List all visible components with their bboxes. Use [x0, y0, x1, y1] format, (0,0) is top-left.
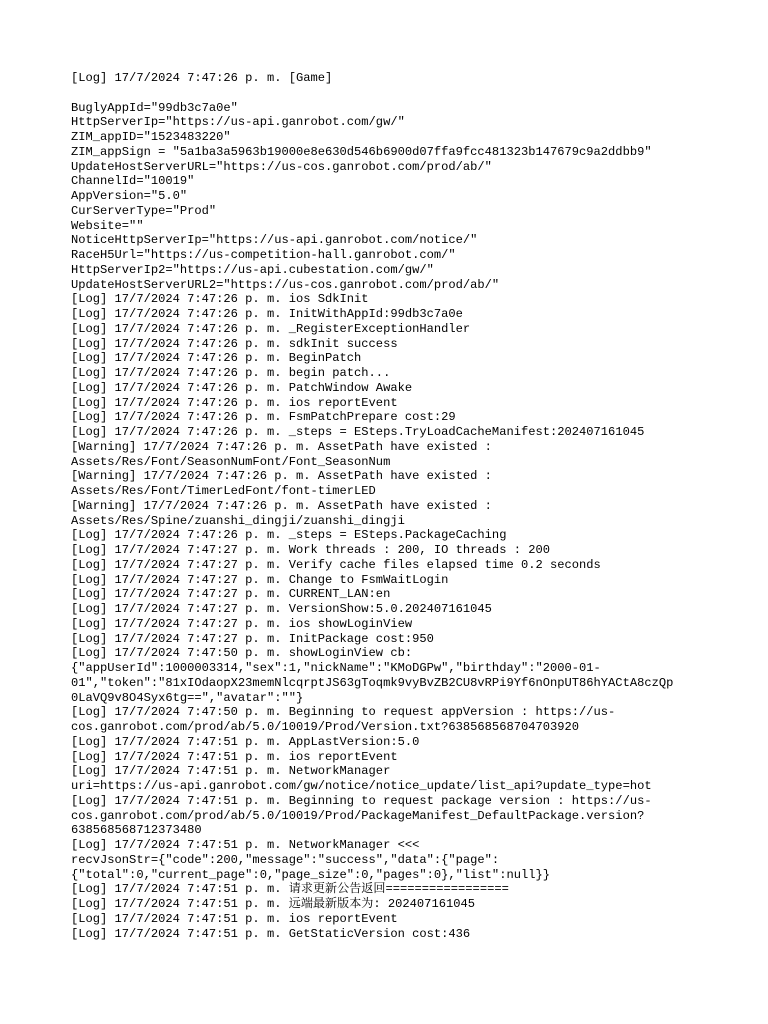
log-line: NoticeHttpServerIp="https://us-api.ganrobot.com/notice/"	[71, 233, 478, 248]
log-line: [Warning] 17/7/2024 7:47:26 p. m. AssetPath have existed :	[71, 498, 492, 513]
log-line: Website=""	[71, 218, 144, 233]
log-line: [Log] 17/7/2024 7:47:50 p. m. showLoginView cb:	[71, 646, 413, 661]
log-line: HttpServerIp="https://us-api.ganrobot.com/gw/"	[71, 115, 405, 130]
log-line: cos.ganrobot.com/prod/ab/5.0/10019/Prod/Version.txt?638568568704703920	[71, 720, 580, 734]
log-line: [Warning] 17/7/2024 7:47:26 p. m. AssetPath have existed :	[71, 469, 492, 484]
log-line: uri=https://us-api.ganrobot.com/gw/notice/notice_update/list_api?update_type=hot	[71, 779, 652, 793]
log-line: [Log] 17/7/2024 7:47:26 p. m. ios reportEvent	[71, 395, 398, 410]
log-line: [Log] 17/7/2024 7:47:50 p. m. Beginning to request appVersion : https://us-	[71, 705, 616, 720]
log-line: [Log] 17/7/2024 7:47:27 p. m. CURRENT_LAN:en	[71, 587, 391, 602]
log-line: [Log] 17/7/2024 7:47:26 p. m. FsmPatchPrepare cost:29	[71, 410, 456, 425]
log-line: [Log] 17/7/2024 7:47:51 p. m. NetworkManager	[71, 764, 391, 779]
log-line: [Log] 17/7/2024 7:47:51 p. m. ios reportEvent	[71, 749, 398, 764]
log-line: [Log] 17/7/2024 7:47:51 p. m. AppLastVersion:5.0	[71, 734, 420, 749]
log-document	[71, 71, 711, 941]
log-line: {"total":0,"current_page":0,"page_size":0,"pages":0},"list":null}}	[71, 867, 550, 882]
log-line: ZIM_appID="1523483220"	[71, 130, 231, 144]
log-header-line: [Log] 17/7/2024 7:47:26 p. m. [Game]	[71, 71, 333, 85]
log-line: 0LaVQ9v8O4Syx6tg==","avatar":""}	[71, 690, 304, 705]
log-line: [Log] 17/7/2024 7:47:27 p. m. Change to FsmWaitLogin	[71, 572, 449, 587]
log-line: [Log] 17/7/2024 7:47:26 p. m. _RegisterExceptionHandler	[71, 321, 471, 336]
log-line: [Log] 17/7/2024 7:47:26 p. m. PatchWindow Awake	[71, 380, 413, 395]
log-line: [Log] 17/7/2024 7:47:27 p. m. ios showLoginView	[71, 616, 413, 631]
log-line: BuglyAppId="99db3c7a0e"	[71, 100, 238, 115]
log-line: UpdateHostServerURL="https://us-cos.ganrobot.com/prod/ab/"	[71, 159, 492, 174]
log-line: AppVersion="5.0"	[71, 189, 188, 203]
log-line: [Log] 17/7/2024 7:47:51 p. m. 请求更新公告返回=================	[71, 882, 509, 897]
log-line: cos.ganrobot.com/prod/ab/5.0/10019/Prod/PackageManifest_DefaultPackage.version?	[71, 808, 645, 823]
log-line: [Log] 17/7/2024 7:47:26 p. m. _steps = ESteps.PackageCaching	[71, 528, 507, 543]
log-line: [Log] 17/7/2024 7:47:27 p. m. Work threads : 200, IO threads : 200	[71, 543, 550, 557]
log-line: UpdateHostServerURL2="https://us-cos.ganrobot.com/prod/ab/"	[71, 277, 500, 292]
log-line: [Log] 17/7/2024 7:47:26 p. m. begin patch...	[71, 366, 391, 380]
blank-line	[71, 86, 711, 101]
log-line: 638568568712373480	[71, 823, 202, 838]
log-line: [Log] 17/7/2024 7:47:26 p. m. ios SdkInit	[71, 292, 369, 307]
log-line: [Log] 17/7/2024 7:47:51 p. m. ios reportEvent	[71, 911, 398, 926]
log-line: [Log] 17/7/2024 7:47:26 p. m. BeginPatch	[71, 351, 362, 366]
log-line: HttpServerIp2="https://us-api.cubestation.com/gw/"	[71, 262, 434, 277]
log-line: {"appUserId":1000003314,"sex":1,"nickName":"KMoDGPw","birthday":"2000-01-	[71, 661, 601, 675]
log-line: [Log] 17/7/2024 7:47:51 p. m. GetStaticVersion cost:436	[71, 926, 471, 941]
log-line: Assets/Res/Font/TimerLedFont/font-timerLED	[71, 484, 376, 498]
log-line: CurServerType="Prod"	[71, 203, 217, 218]
log-line: [Log] 17/7/2024 7:47:27 p. m. InitPackage cost:950	[71, 631, 434, 646]
log-line: [Log] 17/7/2024 7:47:27 p. m. VersionShow:5.0.202407161045	[71, 602, 492, 616]
log-line: [Log] 17/7/2024 7:47:26 p. m. InitWithAppId:99db3c7a0e	[71, 307, 463, 321]
log-line: RaceH5Url="https://us-competition-hall.ganrobot.com/"	[71, 248, 456, 262]
log-line: Assets/Res/Spine/zuanshi_dingji/zuanshi_dingji	[71, 513, 405, 528]
log-line: ZIM_appSign = "5a1ba3a5963b19000e8e630d546b6900d07ffa9fcc481323b147679c9a2ddbb9"	[71, 144, 652, 159]
log-line: [Log] 17/7/2024 7:47:26 p. m. sdkInit success	[71, 336, 398, 351]
log-lines	[71, 101, 711, 942]
log-line: ChannelId="10019"	[71, 174, 195, 189]
log-line: [Log] 17/7/2024 7:47:51 p. m. 远端最新版本为: 202407161045	[71, 897, 475, 911]
log-line: recvJsonStr={"code":200,"message":"success","data":{"page":	[71, 852, 500, 867]
log-line: Assets/Res/Font/SeasonNumFont/Font_SeasonNum	[71, 454, 391, 469]
log-line: [Log] 17/7/2024 7:47:51 p. m. Beginning to request package version : https://us-	[71, 793, 652, 808]
log-line: [Warning] 17/7/2024 7:47:26 p. m. AssetPath have existed :	[71, 439, 492, 454]
log-line: [Log] 17/7/2024 7:47:51 p. m. NetworkManager <<<	[71, 838, 420, 852]
log-line: [Log] 17/7/2024 7:47:26 p. m. _steps = ESteps.TryLoadCacheManifest:202407161045	[71, 425, 645, 439]
log-line: 01","token":"81xIOdaopX23memNlcqrptJS63gToqmk9vyBvZB2CU8vRPi9Yf6nOnpUT86hYACtA8czQp	[71, 675, 674, 690]
log-line: [Log] 17/7/2024 7:47:27 p. m. Verify cache files elapsed time 0.2 seconds	[71, 557, 601, 572]
